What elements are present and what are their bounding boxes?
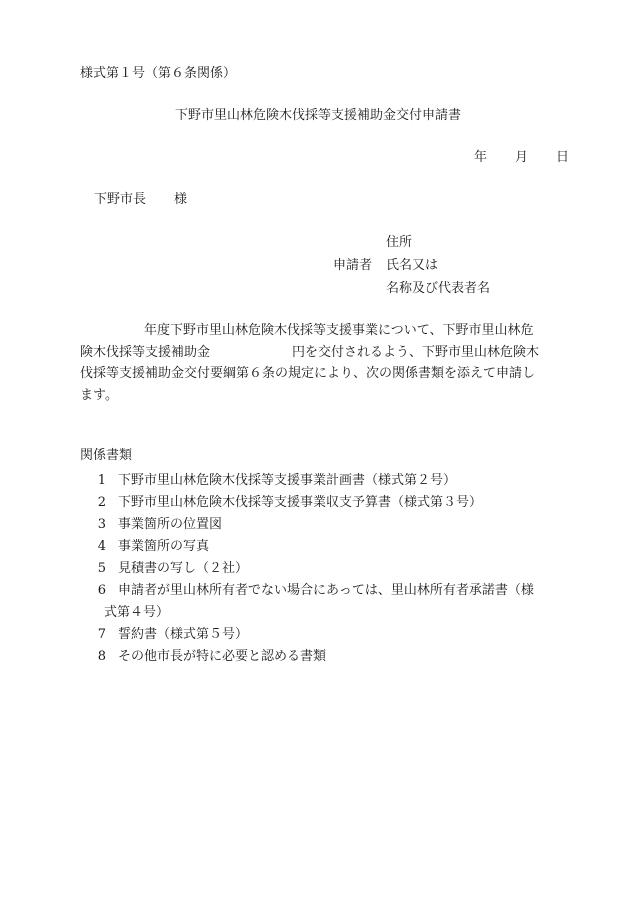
list-item	[80, 558, 556, 580]
applicant-representative-label: 名称及び代表者名	[386, 281, 491, 296]
list-item	[80, 514, 556, 536]
date-line	[474, 150, 569, 166]
item-text: 下野市里山林危険木伐採等支援事業収支予算書（様式第３号）	[118, 495, 483, 510]
body-line-1: 年度下野市里山林危険木伐採等支援事業について、下野市里山林危	[144, 323, 534, 338]
body-line-3: 伐採等支援補助金交付要綱第６条の規定により、次の関係書類を添えて申請し	[80, 366, 536, 381]
item-number: 1	[97, 473, 106, 488]
item-number: 6	[97, 583, 106, 598]
form-number: 様式第１号（第６条関係）	[80, 66, 237, 81]
item-text: 下野市里山林危険木伐採等支援事業計画書（様式第２号）	[118, 473, 457, 488]
item-text: その他市長が特に必要と認める書類	[118, 649, 327, 664]
item-number: 8	[97, 649, 106, 664]
date-month: 月	[515, 150, 529, 165]
body-line-2b: 円を交付されるよう、下野市里山林危険木	[292, 344, 540, 360]
list-item	[80, 646, 556, 668]
item-text: 事業箇所の位置図	[118, 517, 223, 532]
item-number: 5	[97, 561, 106, 576]
item-number: 2	[97, 495, 106, 510]
applicant-label: 申請者	[333, 258, 373, 273]
list-item	[80, 536, 556, 558]
item-number: 7	[97, 627, 106, 642]
date-day: 日	[556, 150, 570, 165]
document-title: 下野市里山林危険木伐採等支援補助金交付申請書	[175, 108, 462, 123]
list-item	[80, 470, 556, 492]
item-number: 4	[97, 539, 106, 554]
item-text-continuation: 式第４号）	[104, 605, 170, 620]
applicant-address-label: 住所	[386, 235, 413, 250]
addressee	[94, 192, 187, 208]
body-line-2a: 険木伐採等支援補助金	[80, 344, 211, 360]
list-item	[80, 624, 556, 646]
applicant-name-label: 氏名又は	[386, 258, 439, 273]
item-text: 申請者が里山林所有者でない場合にあっては、里山林所有者承諾書（様	[118, 583, 534, 598]
item-number: 3	[97, 517, 106, 532]
addressee-honorific: 様	[174, 192, 188, 207]
item-text: 見積書の写し（２社）	[118, 561, 249, 576]
date-year: 年	[474, 150, 488, 165]
application-body	[80, 320, 556, 406]
body-line-4: ます。	[80, 387, 118, 403]
documents-heading: 関係書類	[80, 448, 133, 463]
list-item	[80, 492, 556, 514]
item-text: 事業箇所の写真	[118, 539, 210, 554]
list-item	[80, 580, 556, 624]
addressee-name: 下野市長	[94, 192, 147, 207]
item-text: 誓約書（様式第５号）	[118, 627, 249, 642]
documents-list	[80, 470, 556, 668]
